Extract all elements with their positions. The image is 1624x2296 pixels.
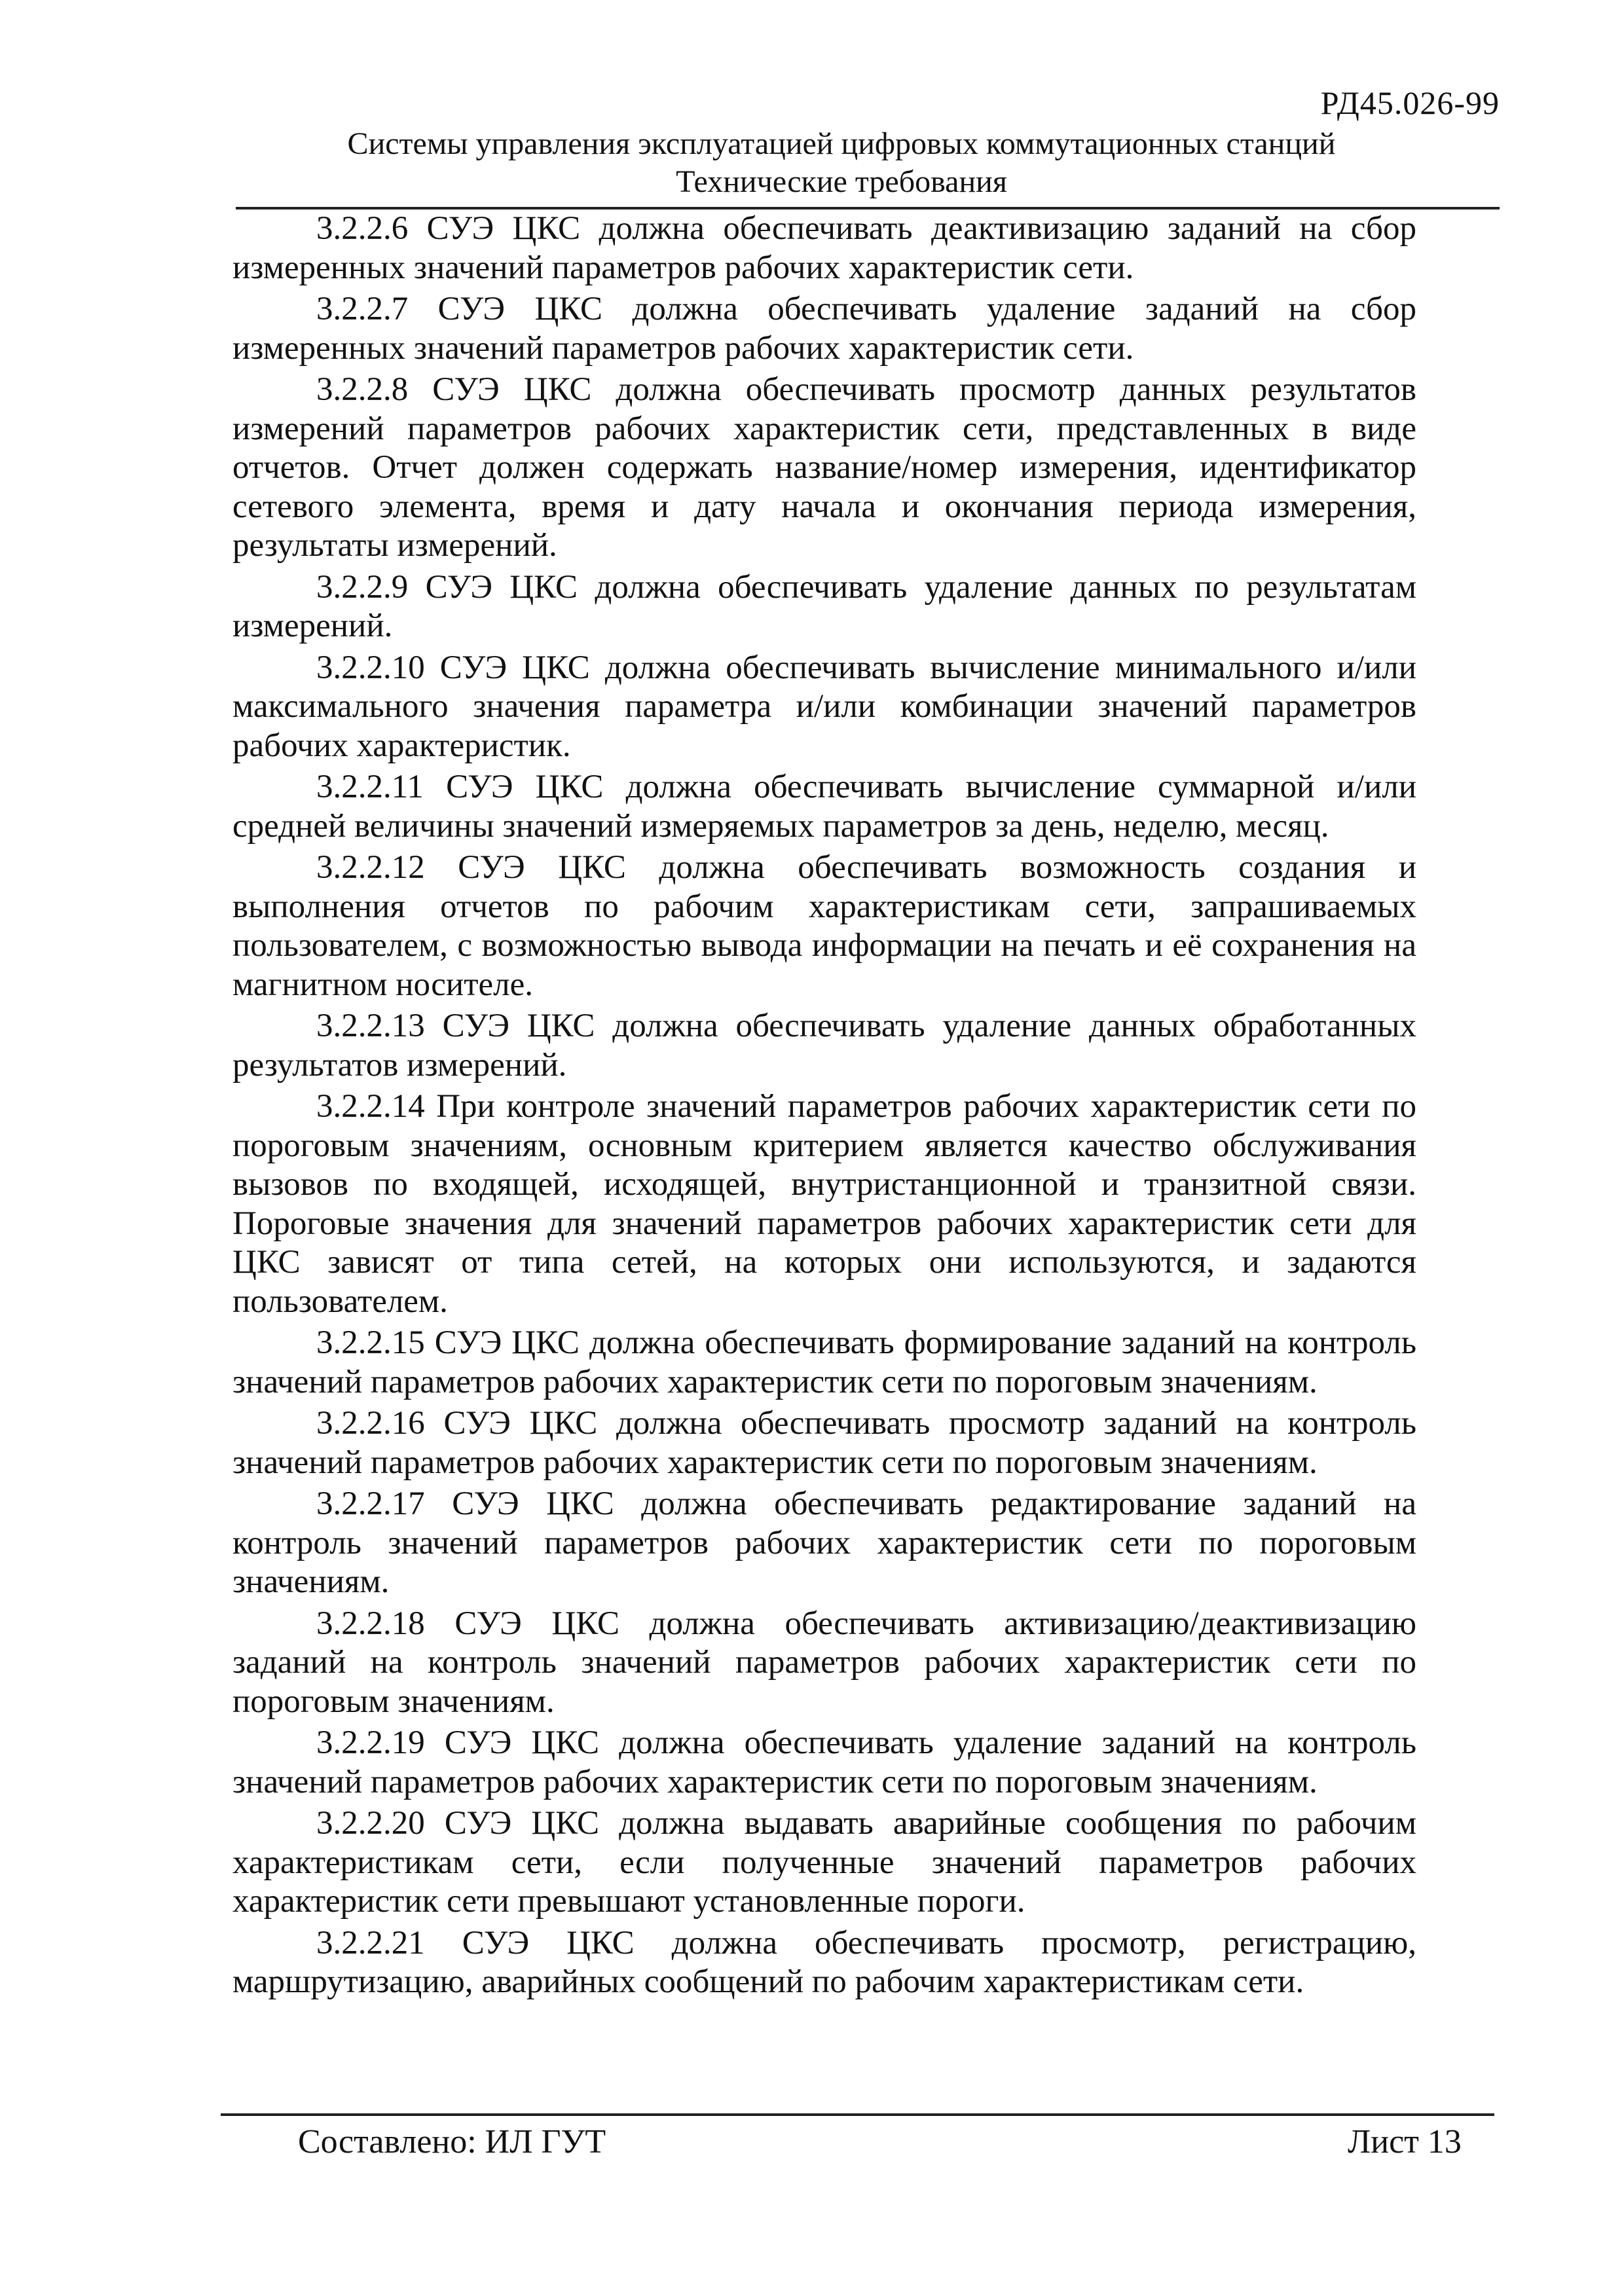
paragraph-3-2-2-18: 3.2.2.18 СУЭ ЦКС должна обеспечивать активизацию/деактивизацию заданий на контроль значений параметров рабочих характеристик сети по пороговым значениям. bbox=[232, 1605, 1416, 1720]
paragraph-3-2-2-11: 3.2.2.11 СУЭ ЦКС должна обеспечивать вычисление суммарной и/или средней величины значений измеряемых параметров за день, неделю, месяц. bbox=[232, 769, 1416, 845]
paragraph-3-2-2-15: 3.2.2.15 СУЭ ЦКС должна обеспечивать формирование заданий на контроль значений параметров рабочих характеристик сети по пороговым значениям. bbox=[232, 1324, 1416, 1400]
paragraph-3-2-2-7: 3.2.2.7 СУЭ ЦКС должна обеспечивать удаление заданий на сбор измеренных значений параметров рабочих характеристик сети. bbox=[232, 291, 1416, 367]
paragraph-3-2-2-21: 3.2.2.21 СУЭ ЦКС должна обеспечивать просмотр, регистрацию, маршрутизацию, аварийных сообщений по рабочим характеристикам сети. bbox=[232, 1924, 1416, 2000]
paragraph-3-2-2-20: 3.2.2.20 СУЭ ЦКС должна выдавать аварийные сообщения по рабочим характеристикам сети, если полученные значений параметров рабочих характеристик сети превышают установленные пороги. bbox=[232, 1805, 1416, 1920]
paragraph-3-2-2-17: 3.2.2.17 СУЭ ЦКС должна обеспечивать редактирование заданий на контроль значений параметров рабочих характеристик сети по пороговым значениям. bbox=[232, 1485, 1416, 1600]
footer-compiled-by: Составлено: ИЛ ГУТ bbox=[298, 2123, 606, 2160]
paragraph-3-2-2-8: 3.2.2.8 СУЭ ЦКС должна обеспечивать просмотр данных результатов измерений параметров рабочих характеристик сети, представленных в виде отчетов. Отчет должен содержать название/номер измерения, идентификатор сетевого элемента, время и дату начала и окончания периода измерения, результаты измерений. bbox=[232, 371, 1416, 564]
paragraph-3-2-2-6: 3.2.2.6 СУЭ ЦКС должна обеспечивать деактивизацию заданий на сбор измеренных значений параметров рабочих характеристик сети. bbox=[232, 210, 1416, 286]
footer-sheet-number: Лист 13 bbox=[1348, 2123, 1462, 2160]
paragraph-3-2-2-14: 3.2.2.14 При контроле значений параметров рабочих характеристик сети по пороговым значениям, основным критерием является качество обслуживания вызовов по входящей, исходящей, внутристанционной и транзитной связи. Пороговые значения для значений параметров рабочих характеристик сети для ЦКС зависят от типа сетей, на которых они используются, и задаются пользователем. bbox=[232, 1088, 1416, 1320]
paragraph-3-2-2-16: 3.2.2.16 СУЭ ЦКС должна обеспечивать просмотр заданий на контроль значений параметров рабочих характеристик сети по пороговым значениям. bbox=[232, 1405, 1416, 1481]
header-title: Системы управления эксплуатацией цифровых коммутационных станций bbox=[347, 126, 1336, 161]
paragraph-3-2-2-9: 3.2.2.9 СУЭ ЦКС должна обеспечивать удаление данных по результатам измерений. bbox=[232, 568, 1416, 644]
document-body bbox=[232, 210, 1416, 2005]
paragraph-3-2-2-12: 3.2.2.12 СУЭ ЦКС должна обеспечивать возможность создания и выполнения отчетов по рабочим характеристикам сети, запрашиваемых пользователем, с возможностью вывода информации на печать и её сохранения на магнитном носителе. bbox=[232, 849, 1416, 1003]
header-subtitle: Технические требования bbox=[676, 164, 1007, 199]
document-code: РД45.026-99 bbox=[1320, 84, 1500, 121]
footer-divider bbox=[221, 2113, 1494, 2116]
paragraph-3-2-2-10: 3.2.2.10 СУЭ ЦКС должна обеспечивать вычисление минимального и/или максимального значения параметра и/или комбинации значений параметров рабочих характеристик. bbox=[232, 649, 1416, 764]
paragraph-3-2-2-13: 3.2.2.13 СУЭ ЦКС должна обеспечивать удаление данных обработанных результатов измерений. bbox=[232, 1008, 1416, 1084]
paragraph-3-2-2-19: 3.2.2.19 СУЭ ЦКС должна обеспечивать удаление заданий на контроль значений параметров рабочих характеристик сети по пороговым значениям. bbox=[232, 1724, 1416, 1800]
